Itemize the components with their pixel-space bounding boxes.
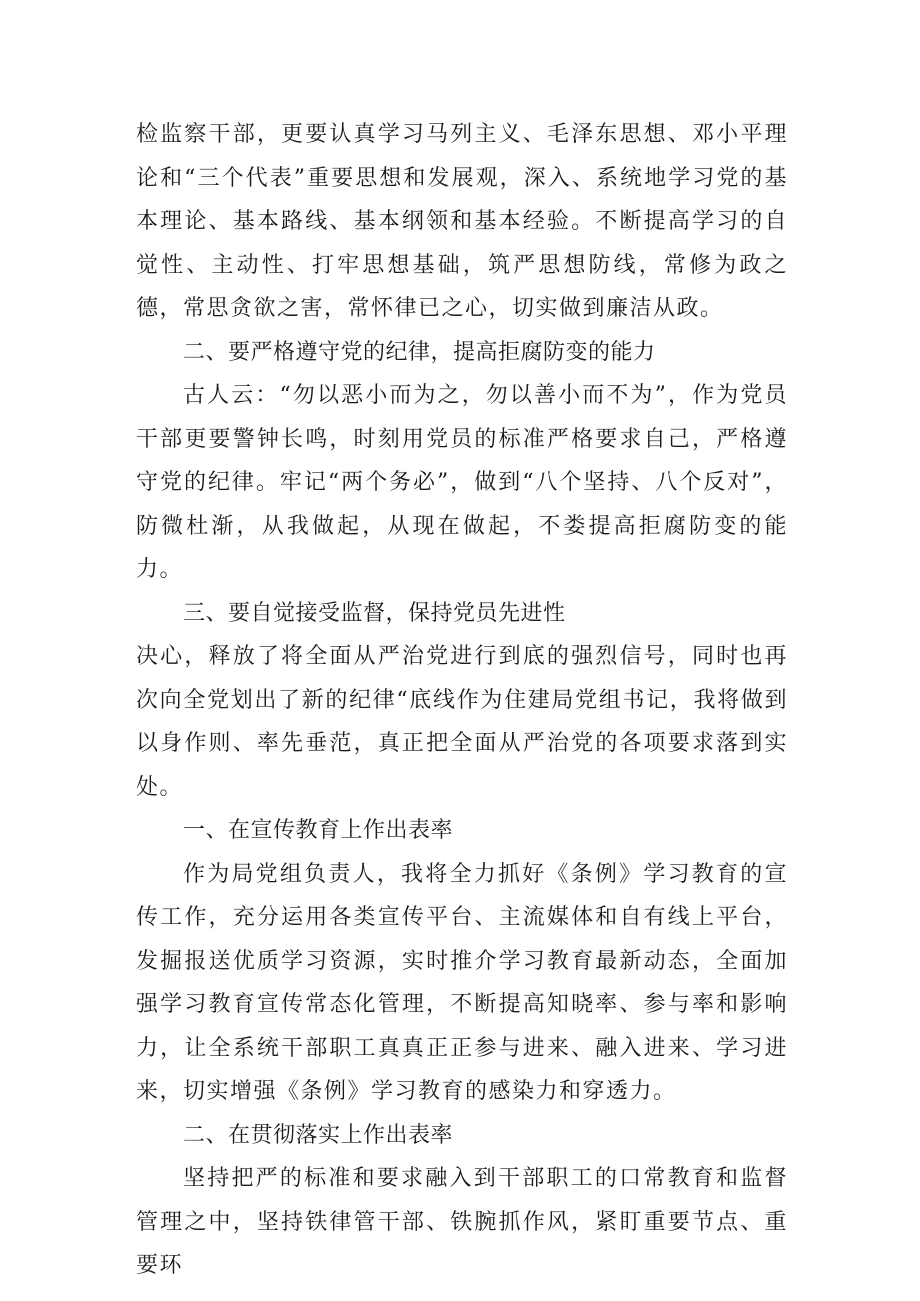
heading-party-discipline: 二、要严格遵守党的纪律，提高拒腐防变的能力: [183, 339, 656, 365]
heading-accept-supervision: 三、要自觉接受监督，保持党员先进性: [183, 600, 566, 626]
paragraph-party-discipline: 古人云：“勿以恶小而为之，勿以善小而不为”，作为党员干部更要警钟长鸣，时刻用党员的标准严格要求自己，严格遵守党的纪律。牢记“两个务必”，做到“八个坚持、八个反对”，防微杜渐，从我做起，从现在做起，不娄提高拒腐防变的能力。: [136, 383, 788, 582]
paragraph-study-theory: 检监察干部，更要认真学习马列主义、毛泽东思想、邓小平理论和“三个代表”重要思想和发展观，深入、系统地学习党的基本理论、基本路线、基本纲领和基本经验。不断提高学习的自觉性、主动性、打牢思想基础，筑严思想防线，常修为政之德，常思贪欲之害，常怀律已之心，切实做到廉洁从政。: [136, 122, 788, 321]
document-body: [136, 113, 788, 1288]
heading-implementation: 二、在贯彻落实上作出表率: [183, 1122, 454, 1148]
paragraph-implementation: 坚持把严的标准和要求融入到干部职工的口常教育和监督管理之中，坚持铁律管干部、铁腕抓作风，紧盯重要节点、重要环: [136, 1166, 788, 1278]
heading-publicity-education: 一、在宣传教育上作出表率: [183, 818, 454, 843]
paragraph-strict-governance: 决心，释放了将全面从严治党进行到底的强烈信号，同时也再次向全党划出了新的纪律“底线作为住建局党组书记，我将做到以身作则、率先垂范，真正把全面从严治党的各项要求落到实处。: [136, 644, 788, 800]
paragraph-publicity-education: 作为局党组负责人，我将全力抓好《条例》学习教育的宣传工作，充分运用各类宣传平台、主流媒体和自有线上平台，发掘报送优质学习资源，实时推介学习教育最新动态，全面加强学习教育宣传常态化管理，不断提高知晓率、参与率和影响力，让全系统干部职工真真正正参与进来、融入进来、学习进来，切实增强《条例》学习教育的感染力和穿透力。: [136, 861, 788, 1104]
